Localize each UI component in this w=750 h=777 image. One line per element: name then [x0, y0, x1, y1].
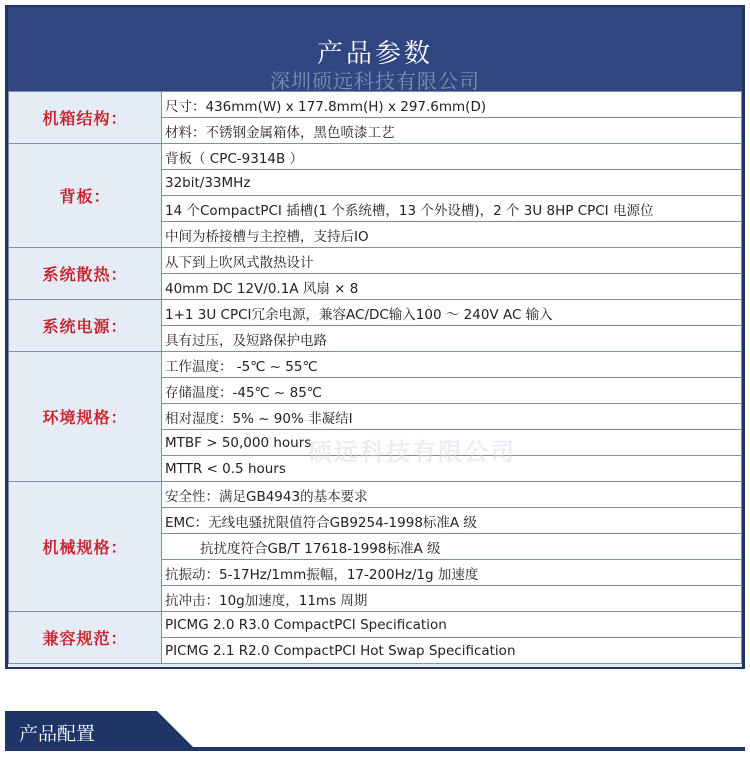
section-title: 产品配置: [19, 723, 96, 745]
section-divider: [5, 747, 745, 751]
spec-value: 从下到上吹风式散热设计: [162, 248, 742, 274]
table-row: [9, 352, 742, 378]
spec-value: PICMG 2.0 R3.0 CompactPCI Specification: [162, 612, 742, 638]
table-row: [9, 144, 742, 170]
table-row: [9, 482, 742, 508]
spec-value: 材料：不锈钢金属箱体，黑色喷漆工艺: [162, 118, 742, 144]
company-watermark: 深圳硕远科技有限公司: [270, 69, 480, 93]
spec-value: 存储温度：-45℃ ~ 85℃: [162, 378, 742, 404]
spec-value: 32bit/33MHz: [162, 170, 742, 196]
table-row: [9, 612, 742, 638]
company-watermark-faint: 硕远科技有限公司: [308, 438, 516, 466]
table-row: [9, 248, 742, 274]
spec-panel: [5, 5, 745, 669]
category-compatibility: 兼容规范：: [9, 612, 162, 664]
spec-value: MTTR < 0.5 hours: [162, 456, 742, 482]
spec-value: 40mm DC 12V/0.1A 风扇 × 8: [162, 274, 742, 300]
spec-title: 产品参数: [316, 39, 433, 69]
spec-value: 工作温度： -5℃ ~ 55℃: [162, 352, 742, 378]
spec-value: 14 个CompactPCI 插槽(1 个系统槽，13 个外设槽)，2 个 3U 8HP CPCI 电源位: [162, 196, 742, 222]
spec-value: MTBF > 50,000 hours: [162, 430, 742, 456]
category-backplane: 背板：: [9, 144, 162, 248]
category-environment: 环境规格：: [9, 352, 162, 482]
spec-value: 中间为桥接槽与主控槽，支持后IO: [162, 222, 742, 248]
spec-value: 具有过压，及短路保护电路: [162, 326, 742, 352]
category-chassis: 机箱结构：: [9, 92, 162, 144]
table-row: [9, 92, 742, 118]
spec-value: 尺寸：436mm(W) x 177.8mm(H) x 297.6mm(D): [162, 92, 742, 118]
spec-value: EMC：无线电骚扰限值符合GB9254-1998标准A 级: [162, 508, 742, 534]
spec-table: [8, 91, 742, 664]
spec-value: 背板（ CPC-9314B ）: [162, 144, 742, 170]
table-row: [9, 300, 742, 326]
category-mechanical: 机械规格：: [9, 482, 162, 612]
spec-value: PICMG 2.1 R2.0 CompactPCI Hot Swap Specification: [162, 638, 742, 664]
category-cooling: 系统散热：: [9, 248, 162, 300]
spec-value: 相对湿度：5% ~ 90% 非凝结I: [162, 404, 742, 430]
spec-header: [8, 7, 742, 91]
spec-value: 安全性：满足GB4943的基本要求: [162, 482, 742, 508]
category-power: 系统电源：: [9, 300, 162, 352]
section-header: [5, 711, 745, 753]
spec-value: 抗振动：5-17Hz/1mm振幅，17-200Hz/1g 加速度: [162, 560, 742, 586]
spec-panel-inner: [8, 7, 742, 667]
spec-value: 抗扰度符合GB/T 17618-1998标准A 级: [162, 534, 742, 560]
spec-value: 抗冲击：10g加速度，11ms 周期: [162, 586, 742, 612]
spec-value: 1+1 3U CPCI冗余电源，兼容AC/DC输入100 ～ 240V AC 输入: [162, 300, 742, 326]
